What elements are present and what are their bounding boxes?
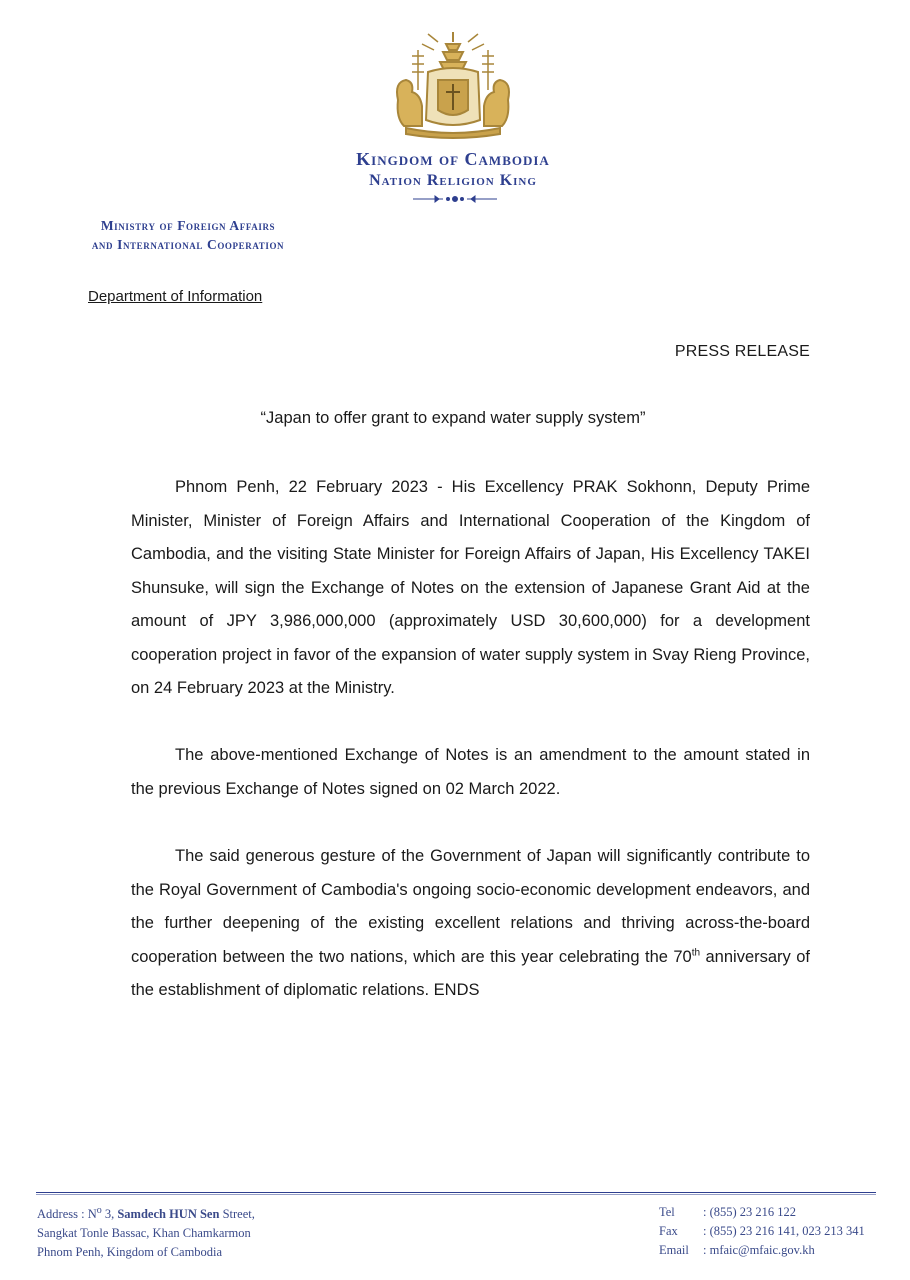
ministry-name [38,216,338,254]
address-prefix: Address : N [37,1207,97,1221]
kingdom-title: Kingdom of Cambodia [356,149,550,169]
tel-row [659,1203,865,1222]
ordinal-suffix: th [691,947,701,958]
address-number-sup: o [96,1204,102,1216]
address-number: 3, [101,1207,118,1221]
paragraph-3-end: anniversary of the establishment of diplomatic relations. ENDS [131,947,810,999]
press-release-label: PRESS RELEASE [674,343,810,360]
royal-coat-of-arms-icon [388,30,518,142]
ministry-line-2: and International Cooperation [91,237,285,252]
ministry-line-1: Ministry of Foreign Affairs [100,218,276,233]
paragraph-2: The above-mentioned Exchange of Notes is an amendment to the amount stated in the previous Exchange of Notes signed on 02 March 2022. [131,746,810,798]
address-line-3: Phnom Penh, Kingdom of Cambodia [37,1245,223,1259]
fax-value: : (855) 23 216 141, 023 213 341 [703,1224,865,1238]
footer-divider [36,1192,876,1193]
paragraph-3 [131,840,810,1008]
fax-row [659,1222,865,1241]
paragraph-3-text: The said generous gesture of the Government of Japan will significantly contribute to the Royal Government of Cambodia's ongoing socio-economic development endeavors, and the further deepening of the existing excellent relations and thriving across-the-board cooperation between the two nations, which are this year celebrating the 70 [131,847,810,966]
headline: “Japan to offer grant to expand water supply system” [260,409,646,427]
department-name: Department of Information [88,288,263,305]
address-street: Street, [219,1207,255,1221]
address-line-1 [37,1205,255,1224]
fax-label: Fax [659,1224,678,1238]
email-value[interactable]: : mfaic@mfaic.gov.kh [703,1243,815,1257]
footer-divider-secondary [36,1194,876,1195]
footer-address [37,1205,255,1262]
address-street-name: Samdech HUN Sen [117,1207,220,1221]
footer-contact [659,1203,865,1260]
tel-label: Tel [659,1205,675,1219]
paragraph-1: Phnom Penh, 22 February 2023 - His Excellency PRAK Sokhonn, Deputy Prime Minister, Minister of Foreign Affairs and International Cooperation of the Kingdom of Cambodia, and the visiting State Minister for Foreign Affairs of Japan, His Excellency TAKEI Shunsuke, will sign the Exchange of Notes on the extension of Japanese Grant Aid at the amount of JPY 3,986,000,000 (approximately USD 30,600,000) for a development cooperation project in favor of the expansion of water supply system in Svay Rieng Province, on 24 February 2023 at the Ministry. [131,478,810,697]
email-label: Email [659,1243,689,1257]
tel-value: : (855) 23 216 122 [703,1205,797,1219]
national-motto: Nation Religion King [369,172,537,189]
email-row [659,1241,865,1260]
decorative-divider-icon [413,194,497,204]
address-line-2: Sangkat Tonle Bassac, Khan Chamkarmon [37,1226,251,1240]
